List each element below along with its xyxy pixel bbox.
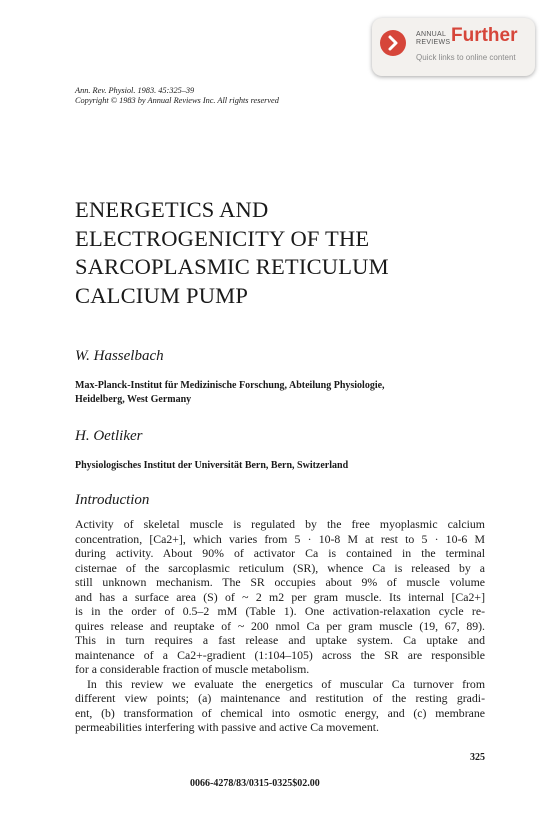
title-line: ENERGETICS AND [75, 197, 269, 222]
quick-links-label: Quick links to online content [416, 53, 516, 62]
article-title [75, 196, 389, 310]
citation-copyright: Copyright © 1983 by Annual Reviews Inc. All rights reserved [75, 96, 279, 105]
author-affiliation: Physiologisches Institut der Universität Bern, Bern, Switzerland [75, 460, 349, 471]
body-line: is in the order of 0.5–2 mM (Table 1). One activation-relaxation cycle re- [75, 604, 485, 618]
body-line: cisternae of the sarcoplasmic reticulum (SR), whence Ca is released by a [75, 560, 485, 575]
author-affiliation: Max-Planck-Institut für Medizinische Forschung, Abteilung Physiologie, Heidelberg, West Germany [75, 380, 385, 405]
annual-reviews-further-badge[interactable] [372, 18, 535, 76]
body-line: and has a surface area (S) of ~ 2 m2 per gram muscle. Its internal [Ca2+] [75, 589, 485, 604]
body-line: ent, (b) transformation of chemical into osmotic energy, and (c) membrane [75, 705, 485, 720]
author-name: H. Oetliker [75, 428, 143, 444]
title-line: SARCOPLASMIC RETICULUM [75, 254, 389, 280]
body-line: still unknown mechanism. The SR occupies about 9% of muscle volume [75, 575, 485, 589]
section-heading: Introduction [75, 492, 150, 508]
author-name: W. Hasselbach [75, 348, 164, 364]
body-line: maintenance of a Ca2+-gradient (1:104–105) across the SR are responsible [75, 647, 485, 662]
body-line: different view points; (a) maintenance and restitution of the resting gradi- [75, 691, 485, 705]
body-line: This in turn requires a fast release and uptake system. Ca uptake and [75, 633, 485, 647]
citation [75, 86, 279, 106]
page-number: 325 [470, 752, 485, 763]
citation-journal: Ann. Rev. Physiol. 1983. 45:325–39 [75, 86, 195, 95]
body-line: concentration, [Ca2+], which varies from 5 · 10-8 M at rest to 5 · 10-6 M [75, 531, 485, 546]
body-text [75, 517, 485, 735]
title-line: ELECTROGENICITY OF THE [75, 225, 370, 251]
title-line: CALCIUM PUMP [75, 282, 249, 308]
body-line: for a considerable fraction of muscle metabolism. [75, 662, 310, 676]
annual-reviews-label: ANNUAL REVIEWS [416, 31, 451, 46]
body-line: permeabilities interfering with passive and active Ca movement. [75, 720, 380, 734]
body-line: In this review we evaluate the energetics of muscular Ca turnover from [87, 676, 485, 691]
body-line: during activity. About 90% of activator Ca is contained in the terminal [75, 546, 485, 560]
further-label: Further [451, 25, 518, 46]
body-line: Activity of skeletal muscle is regulated by the free myoplasmic calcium [75, 517, 485, 531]
document-code: 0066-4278/83/0315-0325$02.00 [190, 778, 320, 789]
body-line: quires release and reuptake of ~ 200 nmol Ca per gram muscle (19, 67, 89). [75, 618, 485, 633]
further-arrow-icon [380, 30, 406, 56]
